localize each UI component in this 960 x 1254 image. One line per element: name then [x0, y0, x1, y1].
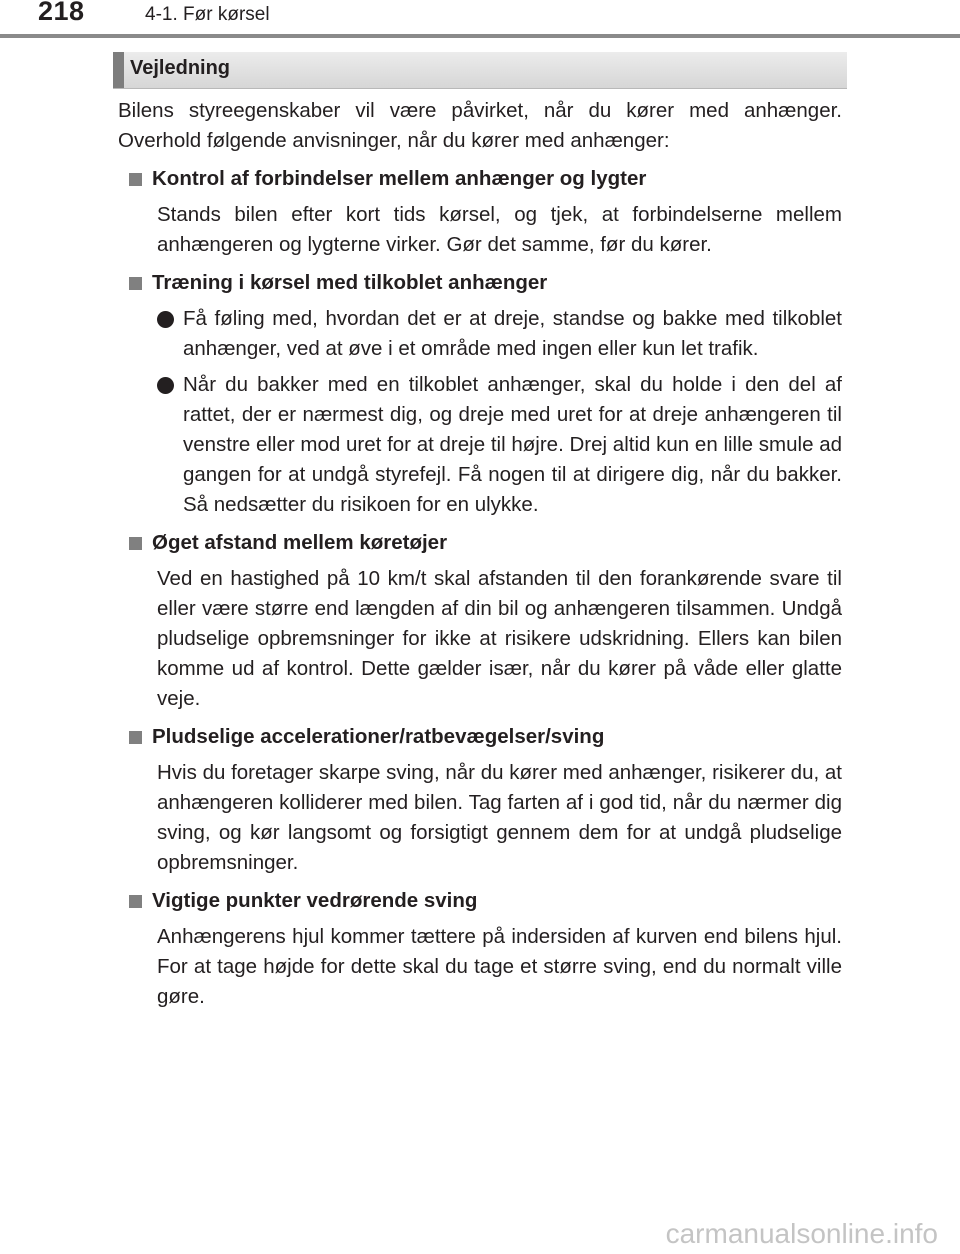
section-connections — [118, 164, 842, 260]
list-item-text: Få føling med, hvordan det er at dreje, standse og bakke med tilkoblet anhænger, ved at øve i et område med ingen eller kun let trafik. — [183, 307, 842, 360]
sub-heading — [118, 722, 842, 752]
section-text: Hvis du foretager skarpe sving, når du kører med anhænger, risikerer du, at anhængeren kolliderer med bilen. Tag farten af i god tid, når du nærmer dig sving, og kør langsomt og forsigtigt gennem dem for at undgå pludselige opbremsninger. — [157, 761, 842, 874]
section-title-accent — [113, 52, 124, 88]
square-bullet-icon — [129, 173, 142, 186]
list-item — [118, 370, 842, 520]
sub-heading-text: Vigtige punkter vedrørende sving — [152, 889, 478, 912]
watermark: carmanualsonline.info — [665, 1218, 938, 1249]
sub-heading-text: Træning i kørsel med tilkoblet anhænger — [152, 271, 548, 294]
page-content — [118, 96, 842, 1020]
section-distance — [118, 528, 842, 714]
section-sudden-movements — [118, 722, 842, 878]
section-training — [118, 268, 842, 520]
sub-heading-text: Øget afstand mellem køretøjer — [152, 531, 448, 554]
section-title-bar — [113, 52, 847, 89]
round-bullet-icon — [157, 311, 174, 328]
sub-heading — [118, 528, 842, 558]
sub-heading — [118, 164, 842, 194]
section-turning — [118, 886, 842, 1012]
section-title: Vejledning — [130, 57, 231, 79]
sub-heading — [118, 268, 842, 298]
square-bullet-icon — [129, 537, 142, 550]
square-bullet-icon — [129, 277, 142, 290]
section-text: Anhængerens hjul kommer tættere på indersiden af kurven end bilens hjul. For at tage højde for dette skal du tage et større sving, end du normalt ville gøre. — [157, 925, 842, 1008]
square-bullet-icon — [129, 731, 142, 744]
list-item — [118, 304, 842, 364]
section-text: Stands bilen efter kort tids kørsel, og tjek, at forbindelserne mellem anhængeren og lygterne virker. Gør det samme, før du kører. — [157, 203, 842, 256]
sub-heading-text: Pludselige accelerationer/ratbevægelser/sving — [152, 725, 605, 748]
section-text: Ved en hastighed på 10 km/t skal afstanden til den forankørende svare til eller være større end længden af din bil og anhængeren tilsammen. Undgå pludselige opbremsninger for ikke at risikere udskridning. Ellers kan bilen komme ud af kontrol. Dette gælder især, når du kører på våde eller glatte veje. — [157, 567, 842, 710]
intro-paragraph: Bilens styreegenskaber vil være påvirket, når du kører med anhænger. Overhold følgende anvisninger, når du kører med anhænger: — [118, 99, 842, 152]
round-bullet-icon — [157, 377, 174, 394]
sub-heading — [118, 886, 842, 916]
chapter-title: 4-1. Før kørsel — [145, 4, 270, 25]
list-item-text: Når du bakker med en tilkoblet anhænger, skal du holde i den del af rattet, der er nærmest dig, og dreje med uret for at dreje anhængeren til venstre eller mod uret for at dreje til højre. Drej altid kun en lille smule ad gangen for at undgå styrefejl. Få nogen til at dirigere dig, når du bakker. Så nedsætter du risikoen for en ulykke. — [183, 373, 842, 516]
square-bullet-icon — [129, 895, 142, 908]
header-rule — [0, 34, 960, 38]
sub-heading-text: Kontrol af forbindelser mellem anhænger og lygter — [152, 167, 647, 190]
page-number: 218 — [38, 0, 85, 26]
